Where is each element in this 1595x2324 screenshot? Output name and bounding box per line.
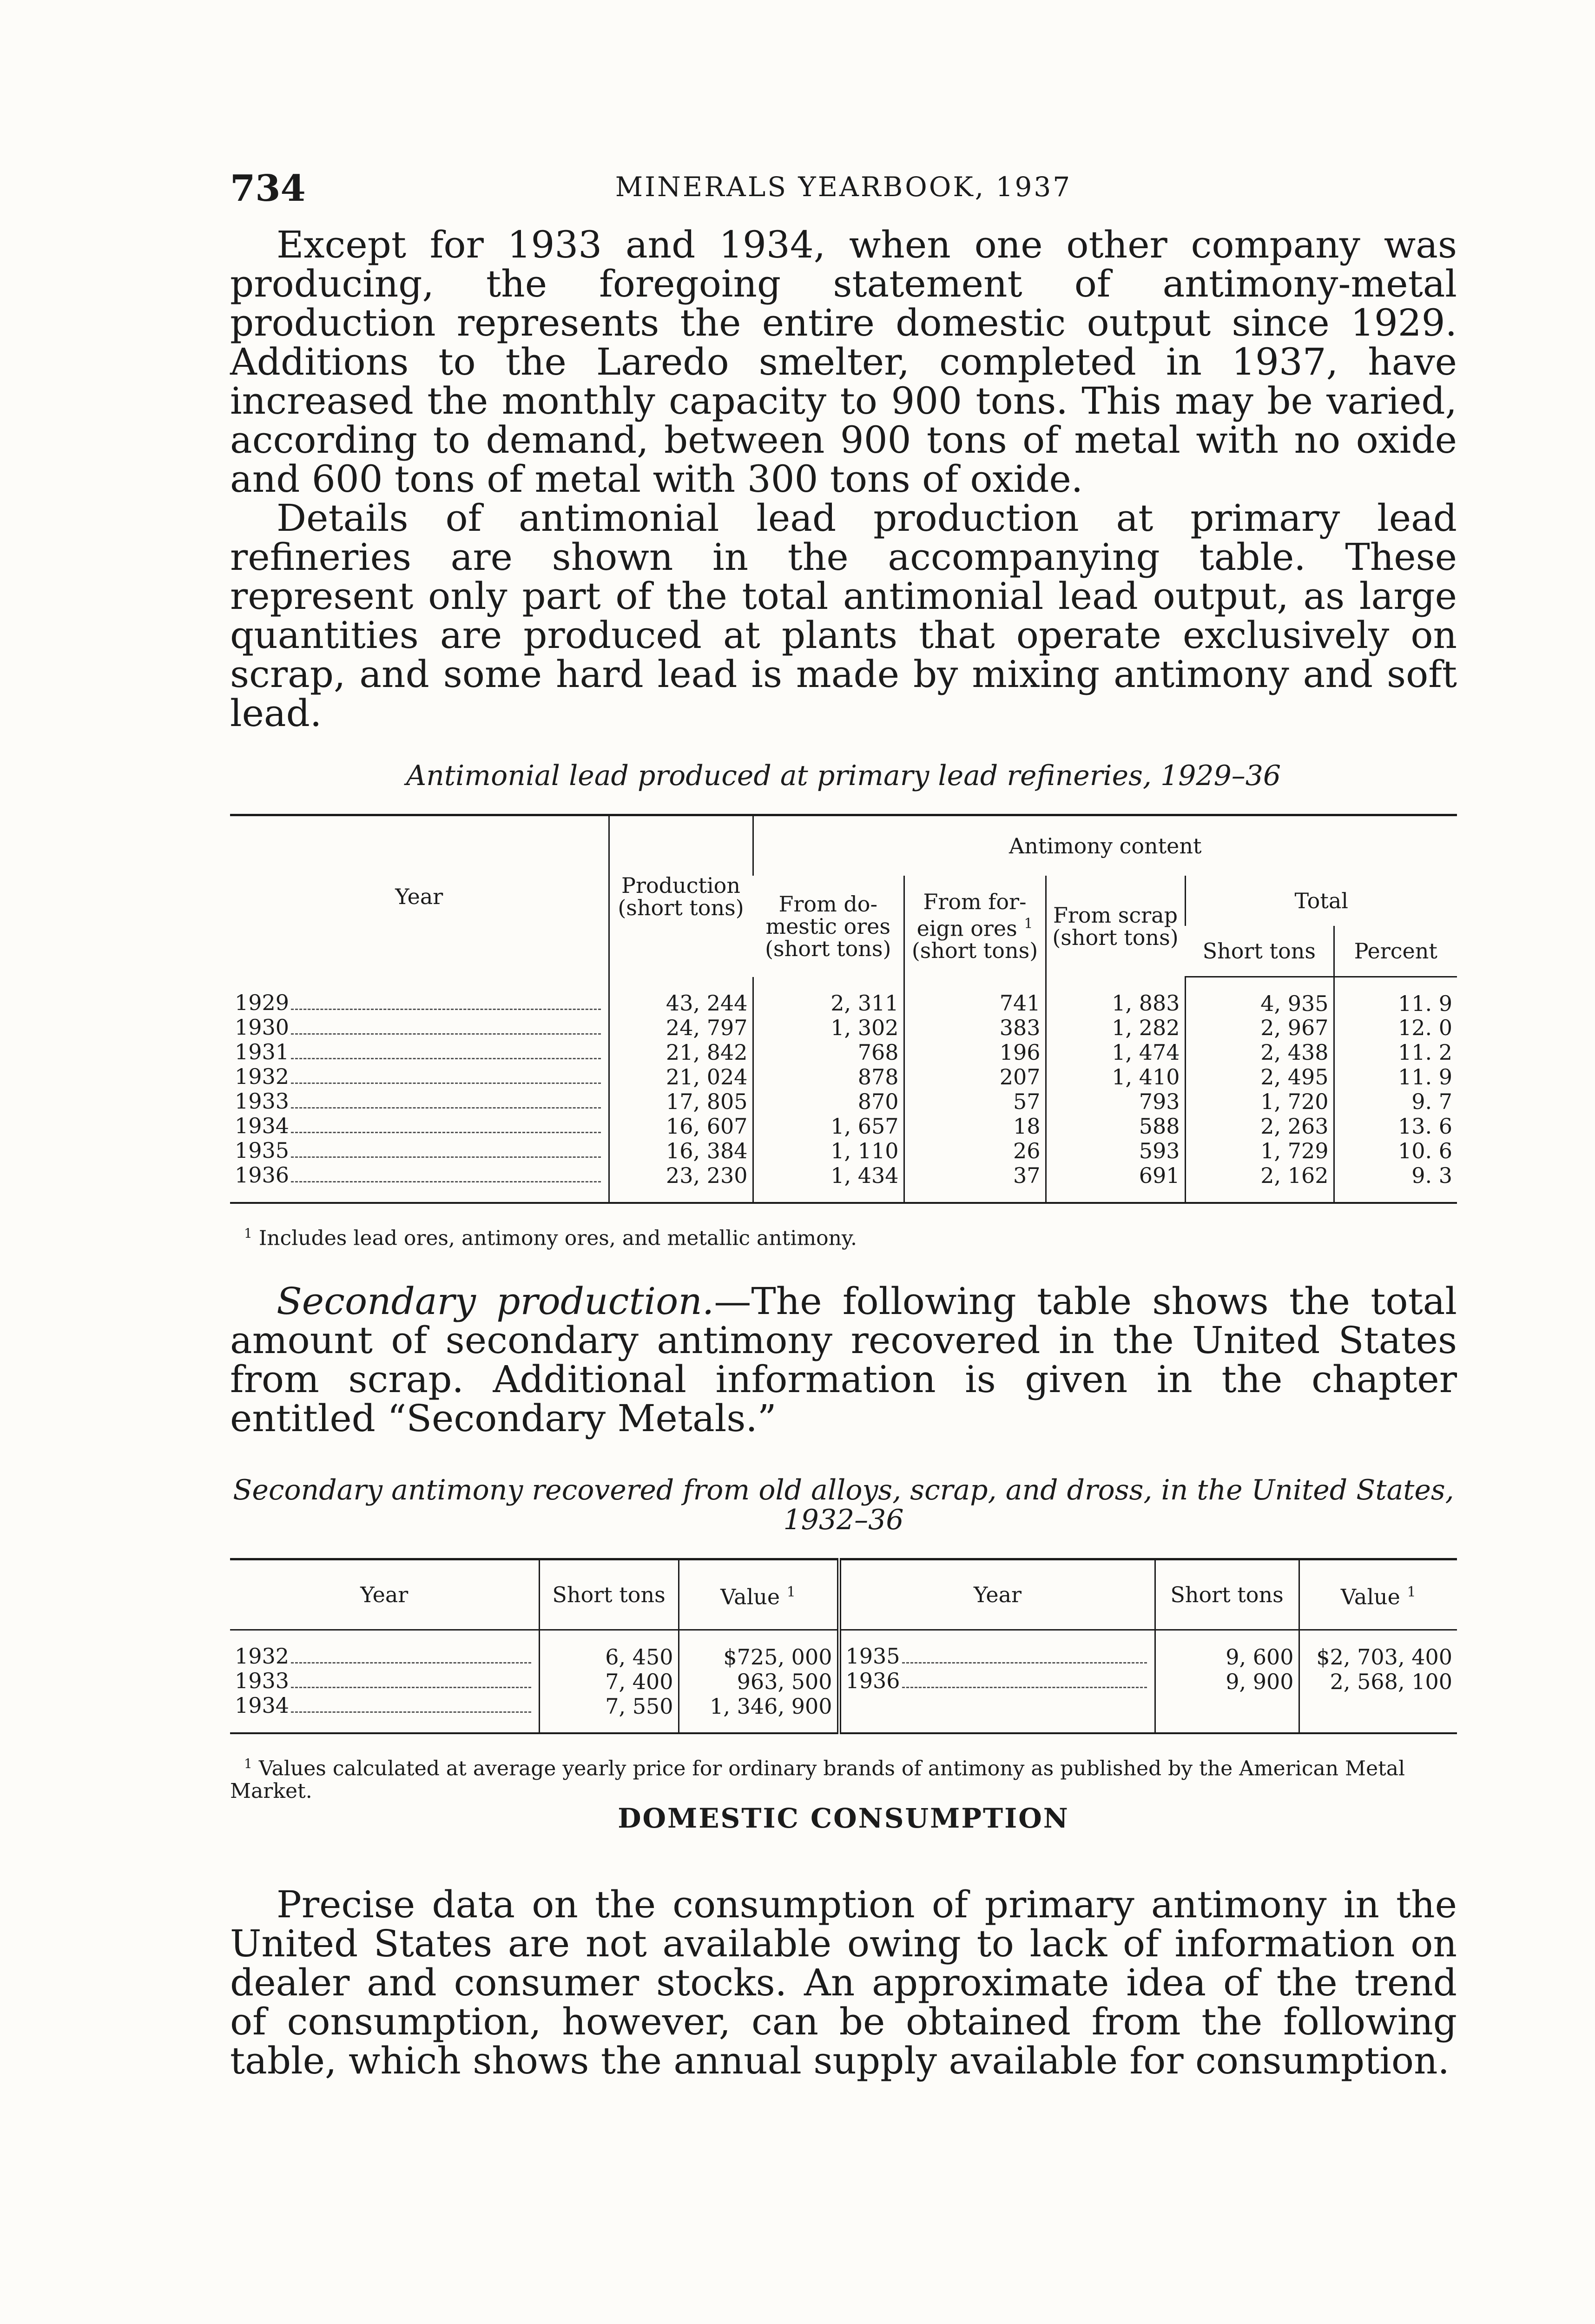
running-title: MINERALS YEARBOOK, 1937 [615,171,1072,203]
col-total: Total [1185,876,1457,926]
col-short-tons-left: Short tons [539,1559,679,1630]
col-domestic: From do- mestic ores (short tons) [765,891,891,961]
secondary-antimony-table [230,1558,1457,1734]
col-year-left: Year [230,1559,539,1630]
antimonial-lead-table [230,814,1457,1204]
table1-footnote: $^1$ Includes lead ores, antimony ores, and metallic antimony. [244,1225,857,1250]
table-row: 1932 21, 024 878 207 1, 410 2, 495 11. 9 [230,1065,1457,1089]
paragraph-secondary: Secondary production.—The following table shows the total amount of secondary antimony recovered in the United States from scrap. Additional information is given in the chapter entitled “Secondary Metals.” [230,1280,1457,1440]
col-value-left: Value $^1$ [679,1559,839,1630]
col-total-short-tons: Short tons [1185,926,1334,977]
paragraph-production: Except for 1933 and 1934, when one other company was producing, the foregoing statement of antimony-metal production represents the entire domestic output since 1929. Additions to the Laredo smelter, completed in 1937, have increased the monthly capacity to 900 tons. This may be varied, according to demand, between 900 tons of metal with no oxide and 600 tons of metal with 300 tons of oxide. [230,223,1457,501]
col-year-right: Year [839,1559,1155,1630]
table-row: 1934 7, 550 1, 346, 900 [230,1694,1457,1733]
table-row: 1936 23, 230 1, 434 37 691 2, 162 9. 3 [230,1163,1457,1203]
page-number: 734 [230,167,306,210]
col-short-tons-right: Short tons [1155,1559,1299,1630]
table-row: 1929 43, 244 2, 311 741 1, 883 4, 935 11. 9 [230,977,1457,1016]
page-header [230,167,1457,209]
paragraph-consumption: Precise data on the consumption of primary antimony in the United States are not available owing to lack of information on dealer and consumer stocks. An approximate idea of the trend of consumption, however, can be obtained from the following table, which shows the annual supply available for consumption. [230,1882,1457,2082]
section-title-domestic-consumption: DOMESTIC CONSUMPTION [618,1802,1069,1834]
table-row: 1934 16, 607 1, 657 18 588 2, 263 13. 6 [230,1114,1457,1139]
table2-footnote: $^1$ Values calculated at average yearly price for ordinary brands of antimony as published by the American Metal Market. [230,1756,1405,1803]
table1-caption: Antimonial lead produced at primary lead refineries, 1929–36 [406,759,1281,792]
table2-caption: Secondary antimony recovered from old alloys, scrap, and dross, in the United States, 1932–36 [233,1474,1454,1537]
table-row: 1933 7, 400 963, 500 1936 9, 900 2, 568, 100 [230,1669,1457,1694]
page [230,167,1457,2080]
table-row: 1935 16, 384 1, 110 26 593 1, 729 10. 6 [230,1139,1457,1163]
col-antimony-content: Antimony content [753,815,1457,876]
table-row: 1933 17, 805 870 57 793 1, 720 9. 7 [230,1089,1457,1114]
secondary-lead-in: Secondary production. [277,1280,714,1323]
paragraph-antimonial-lead: Details of antimonial lead production at primary lead refineries are shown in the accompanying table. These represent only part of the total antimonial lead output, as large quantities are produced at plants that operate exclusively on scrap, and some hard lead is made by mixing antimony and soft lead. [230,496,1457,735]
col-year: Year [230,815,609,977]
col-scrap: From scrap (short tons) [1046,876,1185,977]
col-production: Production (short tons) [609,815,753,977]
col-total-percent: Percent [1334,926,1457,977]
col-value-right: Value $^1$ [1299,1559,1457,1630]
table-row: 1930 24, 797 1, 302 383 1, 282 2, 967 12. 0 [230,1016,1457,1040]
col-foreign: From for- eign ores $^1$ (short tons) [904,876,1046,977]
table-row: 1932 6, 450 $725, 000 1935 9, 600 $2, 703, 400 [230,1630,1457,1670]
table-row: 1931 21, 842 768 196 1, 474 2, 438 11. 2 [230,1040,1457,1065]
